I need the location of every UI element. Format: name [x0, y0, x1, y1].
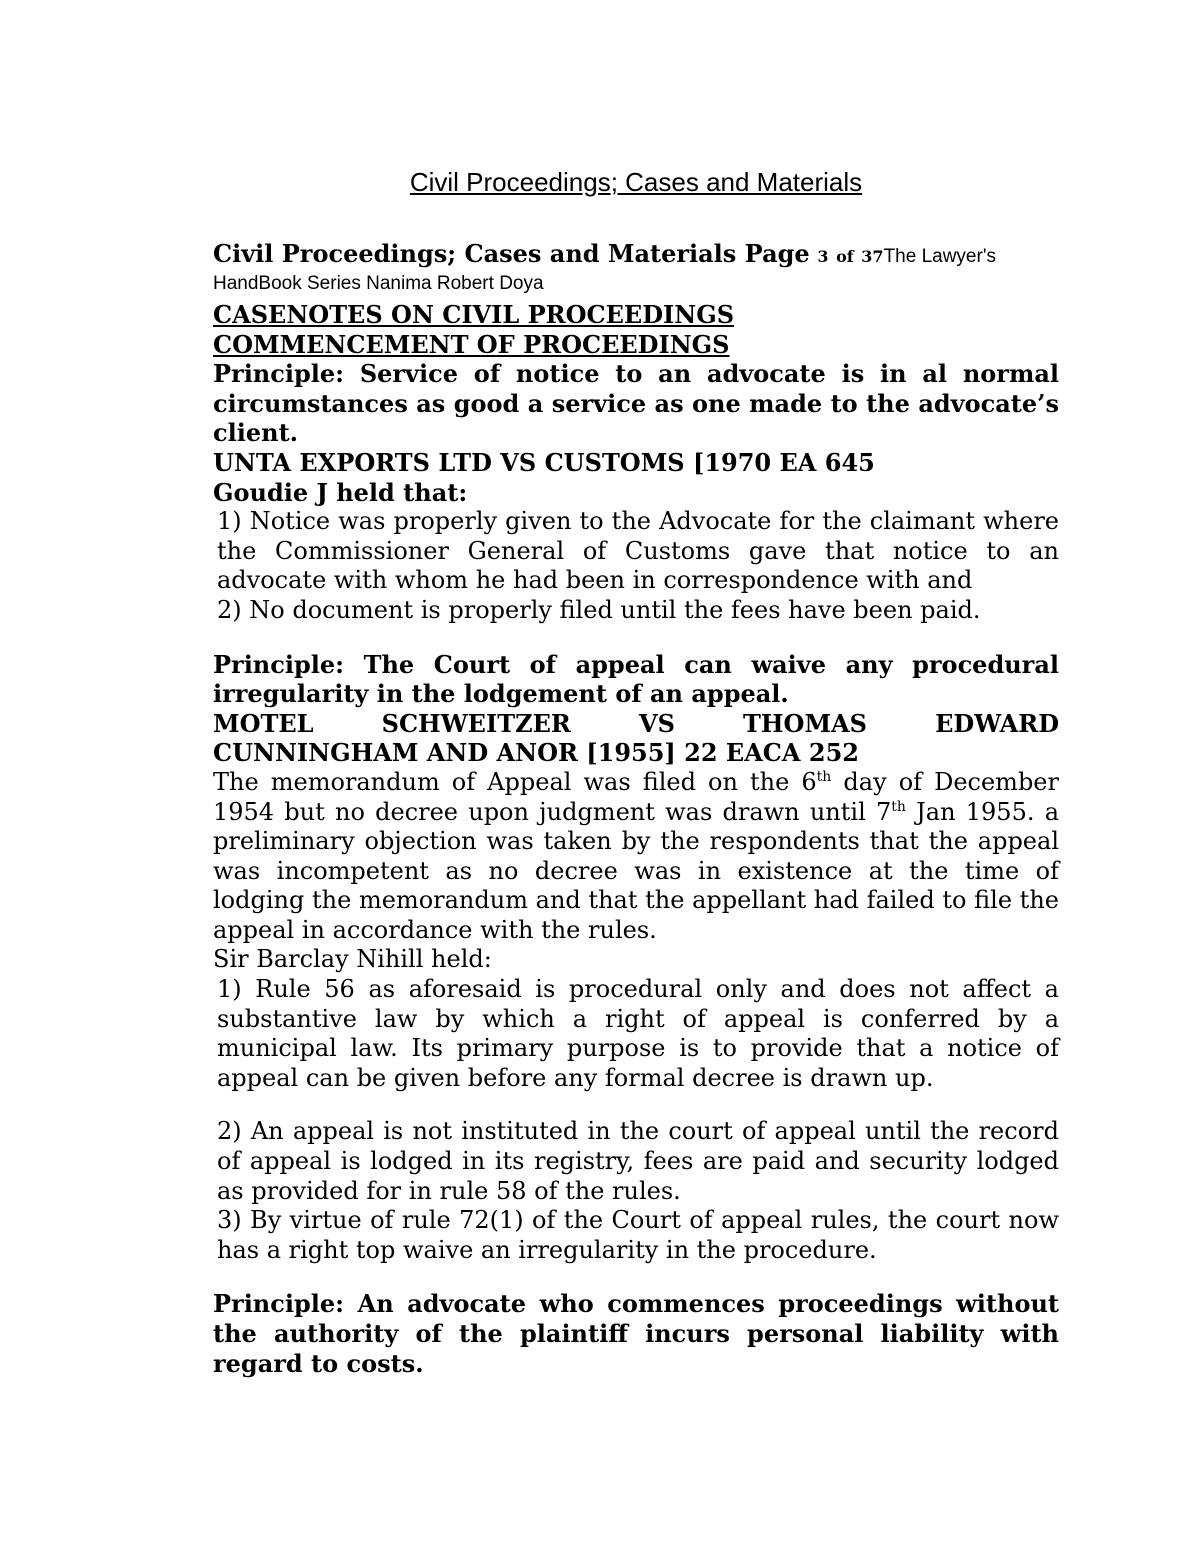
case1-principle: Principle: Service of notice to an advocate is in al normal circumstances as good a service as one made to the advocate’s client. — [213, 359, 1059, 448]
case2-case-name-line1: MOTEL SCHWEITZER VS THOMAS EDWARD — [213, 708, 1059, 738]
of-label: of — [836, 247, 854, 266]
case2-facts — [213, 768, 1059, 946]
case1-holding-2: 2) No document is properly filed until the fees have been paid. — [217, 595, 981, 624]
total-pages: 37 — [861, 247, 884, 266]
document-title: Civil Proceedings; Cases and Materials — [409, 167, 863, 197]
section-heading-casenotes: CASENOTES ON CIVIL PROCEEDINGS — [213, 300, 735, 329]
spacer — [213, 1265, 1059, 1289]
section-heading-commencement: COMMENCEMENT OF PROCEEDINGS — [213, 329, 730, 359]
case2-judge: Sir Barclay Nihill held: — [213, 945, 492, 974]
running-title: Civil Proceedings; Cases and Materials Page — [213, 239, 810, 268]
spacer — [213, 1093, 1059, 1117]
case1-judge: Goudie J held that: — [213, 477, 468, 507]
case2-case-name-line2: CUNNINGHAM AND ANOR [1955] 22 EACA 252 — [213, 738, 859, 768]
case2-facts-part2: day of December 1954 but no decree upon judgment was drawn until 7 — [213, 767, 1059, 826]
document-body — [213, 241, 1059, 1378]
series-credit: The Lawyer's HandBook Series Nanima Robert Doya — [213, 246, 996, 294]
case2-facts-sup1: th — [816, 768, 832, 785]
case1-case-name: UNTA EXPORTS LTD VS CUSTOMS [1970 EA 645 — [213, 447, 875, 477]
case2-facts-part3: Jan 1955. a preliminary objection was taken by the respondents that the appeal was incompetent as no decree was in existence at the time of lodging the memorandum and that the appellant had failed to file the appeal in accordance with the rules. — [213, 797, 1059, 944]
case1-holding-1: 1) Notice was properly given to the Advocate for the claimant where the Commissioner General of Customs gave that notice to an advocate with whom he had been in correspondence with and — [217, 507, 1059, 595]
case2-facts-sup2: th — [891, 798, 906, 815]
case2-principle: Principle: The Court of appeal can waive any procedural irregularity in the lodgement of an appeal. — [213, 649, 1059, 709]
case3-principle: Principle: An advocate who commences proceedings without the authority of the plaintiff incurs personal liability with regard to costs. — [213, 1289, 1059, 1378]
running-header — [213, 241, 1059, 296]
case2-holding-3: 3) By virtue of rule 72(1) of the Court of appeal rules, the court now has a right top waive an irregularity in the procedure. — [217, 1206, 1059, 1264]
case2-holding-1: 1) Rule 56 as aforesaid is procedural only and does not affect a substantive law by which a right of appeal is conferred by a municipal law. Its primary purpose is to provide that a notice of appeal can be given before any formal decree is drawn up. — [217, 975, 1059, 1092]
case2-facts-part1: The memorandum of Appeal was filed on the 6 — [213, 767, 817, 796]
page-number: 3 — [817, 247, 829, 266]
case2-holding-2: 2) An appeal is not instituted in the court of appeal until the record of appeal is lodged in its registry, fees are paid and security lodged as provided for in rule 58 of the rules. — [217, 1117, 1059, 1205]
spacer — [213, 626, 1059, 650]
